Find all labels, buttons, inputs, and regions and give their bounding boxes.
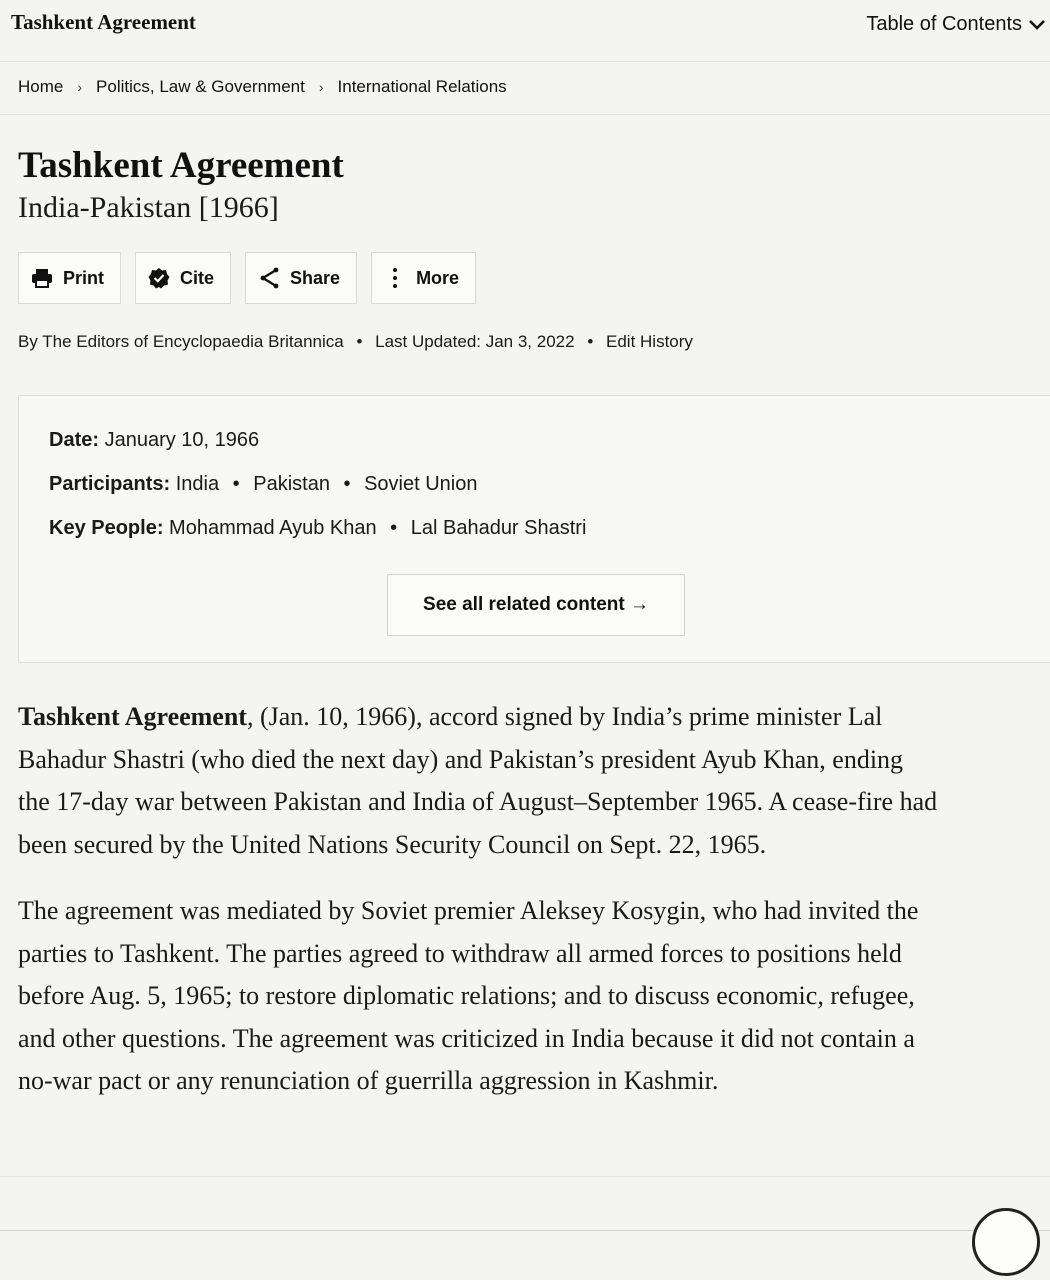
fact-participants	[49, 473, 478, 496]
breadcrumb	[18, 77, 507, 97]
paragraph-line: before Aug. 5, 1965; to restore diplomatic relations; and to discuss economic, refugee,	[18, 981, 915, 1010]
breadcrumb-separator: ›	[318, 79, 324, 95]
article-paragraph	[18, 890, 1050, 1103]
cite-button[interactable]	[135, 252, 231, 304]
fact-dot: •	[232, 473, 240, 495]
breadcrumb-home[interactable]: Home	[18, 77, 64, 96]
byline-dot: •	[356, 332, 363, 351]
paragraph-line-text: , (Jan. 10, 1966), accord signed by India’s prime minister Lal	[246, 702, 883, 731]
quick-facts-box	[18, 395, 1050, 663]
paragraph-line	[18, 696, 1050, 739]
site-title: Tashkent Agreement	[11, 10, 196, 34]
breadcrumb-politics[interactable]: Politics, Law & Government	[96, 77, 305, 96]
toc-label: Table of Contents	[866, 13, 1022, 35]
page-subtitle: India-Pakistan [1966]	[18, 191, 279, 224]
edit-history-link[interactable]: Edit History	[606, 332, 693, 351]
print-label: Print	[63, 267, 105, 288]
paragraph-line: parties to Tashkent. The parties agreed to withdraw all armed forces to positions held	[18, 938, 902, 968]
key-person-link[interactable]: Lal Bahadur Shastri	[410, 517, 587, 539]
paragraph-line: been secured by the United Nations Security Council on Sept. 22, 1965.	[18, 829, 767, 859]
fact-key-people	[49, 517, 586, 540]
participant-link[interactable]: Soviet Union	[364, 473, 478, 495]
paragraph-line: no-war pact or any renunciation of guerrilla aggression in Kashmir.	[18, 1066, 719, 1095]
fact-key-people-label: Key People:	[49, 517, 164, 539]
chevron-down-icon	[1028, 18, 1046, 32]
paragraph-line: Bahadur Shastri (who died the next day) and Pakistan’s president Ayub Khan, ending	[18, 744, 904, 774]
cite-label: Cite	[180, 267, 215, 288]
paragraph-line: The agreement was mediated by Soviet premier Aleksey Kosygin, who had invited the	[18, 896, 919, 925]
byline-dot: •	[587, 332, 594, 351]
divider	[0, 1176, 1050, 1177]
fact-dot: •	[343, 473, 351, 495]
paragraph-line: the 17-day war between Pakistan and India of August–September 1965. A cease-fire had	[18, 787, 938, 816]
key-person-link[interactable]: Mohammad Ayub Khan	[169, 517, 377, 539]
article-toolbar	[18, 252, 476, 304]
verified-badge-icon	[148, 267, 170, 289]
see-all-related-content-button[interactable]: See all related content →	[387, 574, 685, 636]
breadcrumb-international-relations[interactable]: International Relations	[337, 77, 507, 96]
fact-date-label: Date:	[49, 429, 100, 451]
divider	[0, 114, 1050, 115]
printer-icon	[31, 267, 53, 289]
fact-date	[49, 429, 259, 452]
last-updated: Last Updated: Jan 3, 2022	[375, 332, 575, 351]
vertical-ellipsis-icon	[384, 267, 406, 289]
more-button[interactable]	[371, 252, 476, 304]
fact-dot: •	[390, 517, 398, 539]
share-icon	[258, 267, 280, 289]
page-title: Tashkent Agreement	[18, 145, 344, 186]
term-highlight: Tashkent Agreement	[18, 702, 247, 731]
participant-link[interactable]: India	[175, 473, 220, 495]
share-button[interactable]	[245, 252, 357, 304]
article-paragraph	[18, 696, 1050, 866]
floating-circle-button[interactable]	[972, 1208, 1040, 1276]
participant-link[interactable]: Pakistan	[253, 473, 330, 495]
author-link[interactable]: The Editors of Encyclopaedia Britannica	[42, 332, 344, 351]
print-button[interactable]	[18, 252, 121, 304]
divider	[0, 1230, 1050, 1231]
table-of-contents-toggle[interactable]	[866, 13, 1046, 36]
byline-by: By	[18, 332, 38, 351]
more-label: More	[416, 267, 460, 288]
top-bar	[0, 0, 1050, 62]
byline	[18, 332, 693, 352]
fact-date-value: January 10, 1966	[104, 429, 260, 451]
breadcrumb-separator: ›	[77, 79, 83, 95]
paragraph-line: and other questions. The agreement was criticized in India because it did not contain a	[18, 1023, 915, 1053]
fact-participants-label: Participants:	[49, 473, 171, 495]
share-label: Share	[290, 267, 341, 288]
